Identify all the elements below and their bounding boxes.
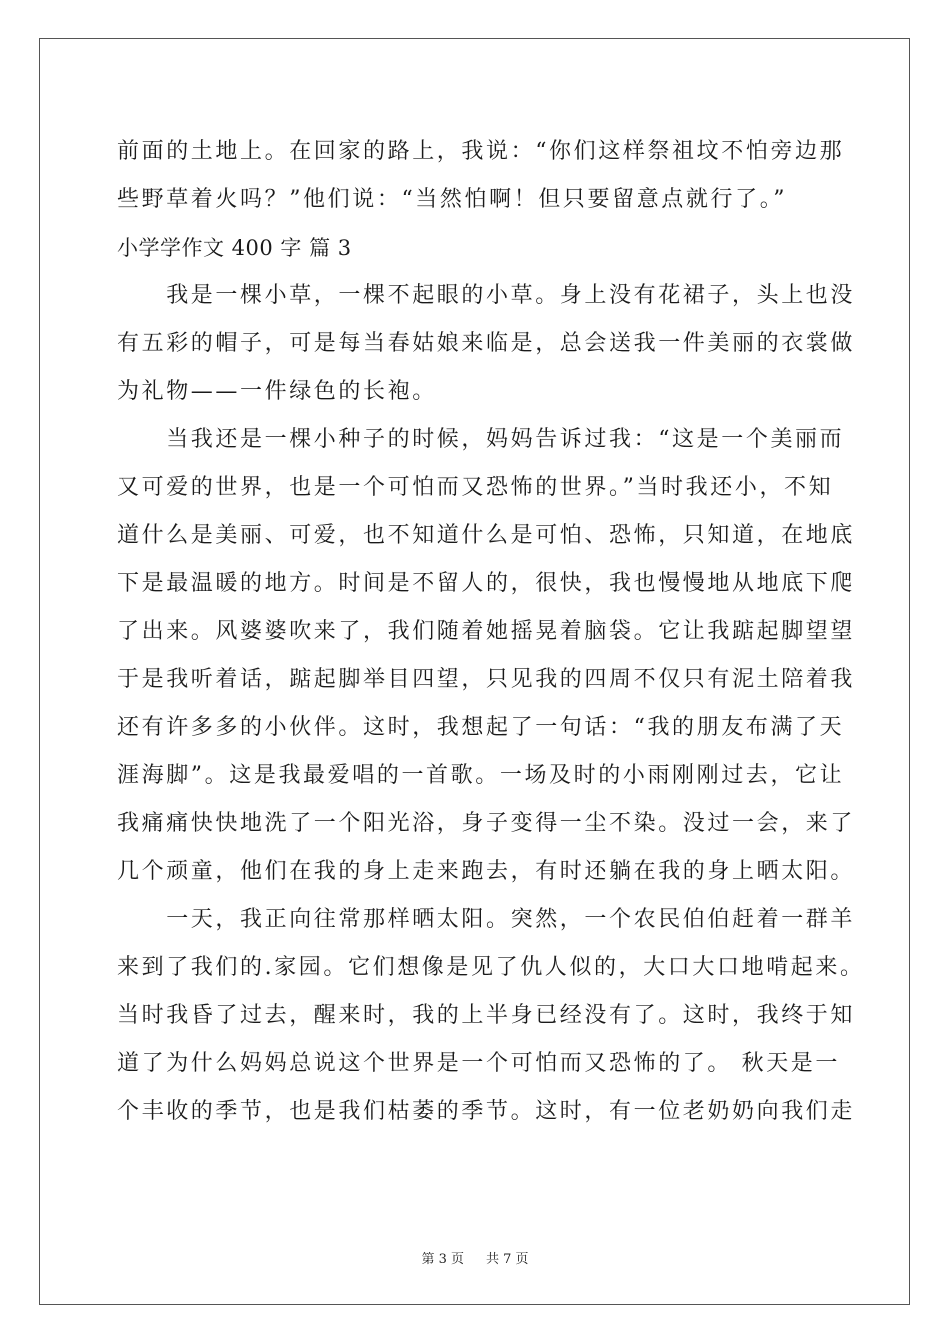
page-total: 共 7 页 bbox=[486, 1252, 529, 1267]
text-line: 我痛痛快快地洗了一个阳光浴，身子变得一尘不染。没过一会，来了 bbox=[117, 811, 856, 836]
text-line: 来到了我们的.家园。它们想像是见了仇人似的，大口大口地啃起来。 bbox=[117, 955, 865, 980]
text-line: 还有许多多的小伙伴。这时，我想起了一句话：“我的朋友布满了天 bbox=[117, 715, 845, 740]
text-line: 前面的土地上。在回家的路上，我说：“你们这样祭祖坟不怕旁边那 bbox=[117, 139, 845, 164]
page-current: 第 3 页 bbox=[421, 1252, 464, 1267]
text-line: 涯海脚”。这是我最爱唱的一首歌。一场及时的小雨刚刚过去，它让 bbox=[117, 763, 845, 788]
section-heading: 小学学作文 400 字 篇 3 bbox=[117, 236, 352, 260]
text-line: 于是我听着话，踮起脚举目四望，只见我的四周不仅只有泥土陪着我 bbox=[117, 667, 856, 692]
text-line: 为礼物——一件绿色的长袍。 bbox=[117, 379, 437, 404]
page-footer bbox=[0, 1248, 950, 1267]
text-line: 当我还是一棵小种子的时候，妈妈告诉过我：“这是一个美丽而 bbox=[117, 427, 845, 452]
text-line: 我是一棵小草，一棵不起眼的小草。身上没有花裙子，头上也没 bbox=[117, 283, 856, 308]
text-line: 下是最温暖的地方。时间是不留人的，很快，我也慢慢地从地底下爬 bbox=[117, 571, 856, 596]
text-line: 个丰收的季节，也是我们枯萎的季节。这时，有一位老奶奶向我们走 bbox=[117, 1099, 856, 1124]
text-line: 道了为什么妈妈总说这个世界是一个可怕而又恐怖的了。 秋天是一 bbox=[117, 1051, 840, 1076]
text-line: 一天，我正向往常那样晒太阳。突然，一个农民伯伯赶着一群羊 bbox=[117, 907, 856, 932]
text-line: 些野草着火吗？”他们说：“当然怕啊！但只要留意点就行了。” bbox=[117, 187, 788, 212]
text-line: 又可爱的世界，也是一个可怕而又恐怖的世界。”当时我还小，不知 bbox=[117, 475, 834, 500]
text-line: 了出来。风婆婆吹来了，我们随着她摇晃着脑袋。它让我踮起脚望望 bbox=[117, 619, 856, 644]
text-line: 几个顽童，他们在我的身上走来跑去，有时还躺在我的身上晒太阳。 bbox=[117, 859, 856, 884]
text-line: 道什么是美丽、可爱，也不知道什么是可怕、恐怖，只知道，在地底 bbox=[117, 523, 856, 548]
text-line: 有五彩的帽子，可是每当春姑娘来临是，总会送我一件美丽的衣裳做 bbox=[117, 331, 856, 356]
document-body bbox=[117, 128, 865, 1136]
text-line: 当时我昏了过去，醒来时，我的上半身已经没有了。这时，我终于知 bbox=[117, 1003, 856, 1028]
